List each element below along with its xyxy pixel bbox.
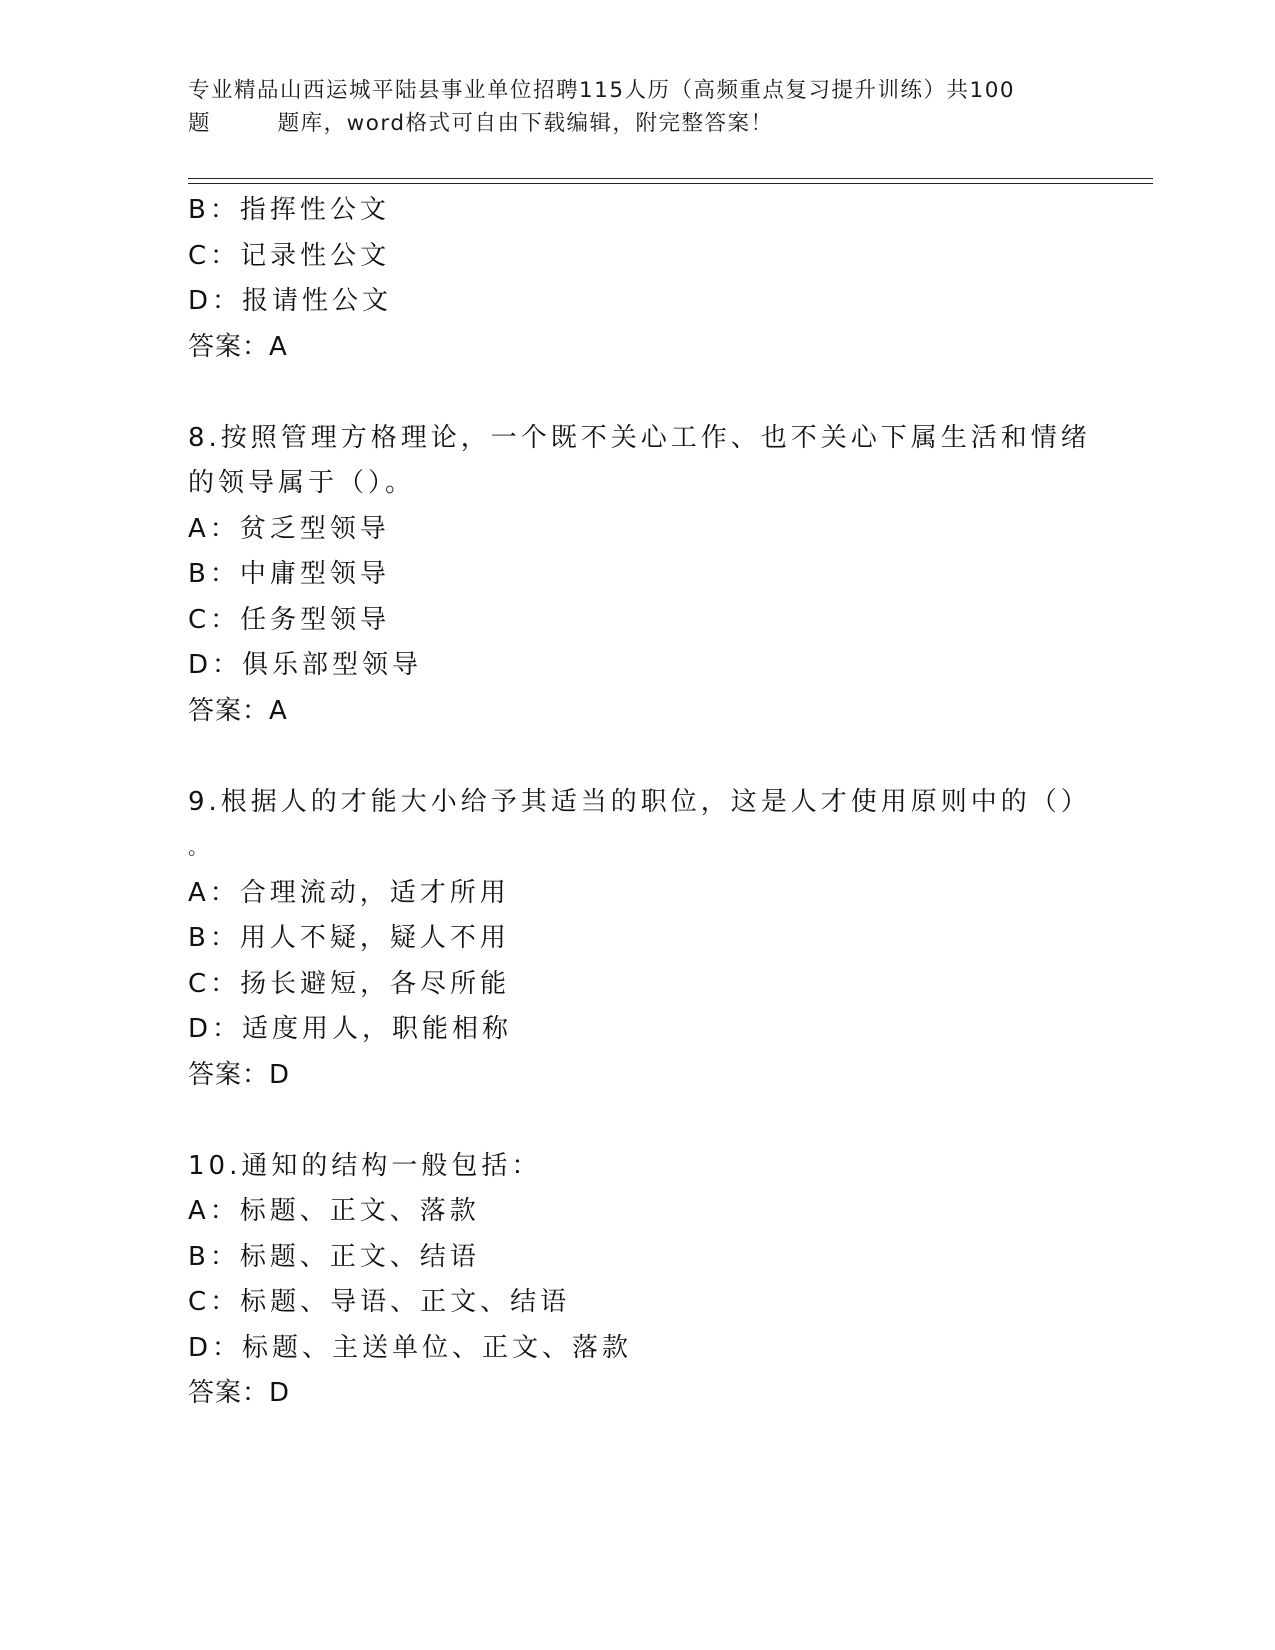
question-list [188,188,1091,1417]
question-stem: 9.根据人的才能大小给予其适当的职位，这是人才使用原则中的（） [188,786,1091,817]
option-d: D：适度用人，职能相称 [188,1014,513,1044]
option-c: C：记录性公文 [188,240,391,271]
option-d: D：报请性公文 [188,286,393,316]
option-c: C：扬长避短，各尽所能 [188,968,511,999]
question-stem: 8.按照管理方格理论，一个既不关心工作、也不关心下属生活和情绪 [188,422,1091,453]
question-stem-cont: 。 [188,835,212,859]
document-header [188,74,1088,140]
answer: 答案：A [188,695,288,726]
option-d: D：俱乐部型领导 [188,650,423,680]
question-8 [188,416,1091,735]
option-a: A：合理流动，适才所用 [188,877,510,908]
option-c: C：任务型领导 [188,604,391,635]
header-rule-top [188,178,1153,179]
option-a: A：贫乏型领导 [188,513,390,544]
header-line-2: 题 题库，word格式可自由下载编辑，附完整答案！ [188,111,774,136]
question-stem: 10.通知的结构一般包括： [188,1150,542,1181]
option-c: C：标题、导语、正文、结语 [188,1287,571,1317]
question-stem-cont: 的领导属于（）。 [188,468,416,498]
option-b: B：指挥性公文 [188,195,390,225]
header-rule-bottom [188,183,1153,184]
question-10 [188,1144,1088,1417]
answer: 答案：D [188,1378,291,1408]
header-line-1: 专业精品山西运城平陆县事业单位招聘115人历（高频重点复习提升训练）共100 [188,78,1016,103]
option-b: B：用人不疑，疑人不用 [188,923,510,953]
option-d: D：标题、主送单位、正文、落款 [188,1332,633,1363]
question-9 [188,780,1091,1099]
option-a: A：标题、正文、落款 [188,1196,480,1226]
answer: 答案：D [188,1059,291,1090]
option-b: B：标题、正文、结语 [188,1241,480,1272]
answer: 答案：A [188,331,288,362]
option-b: B：中庸型领导 [188,559,390,589]
question-7-tail [188,188,1088,370]
